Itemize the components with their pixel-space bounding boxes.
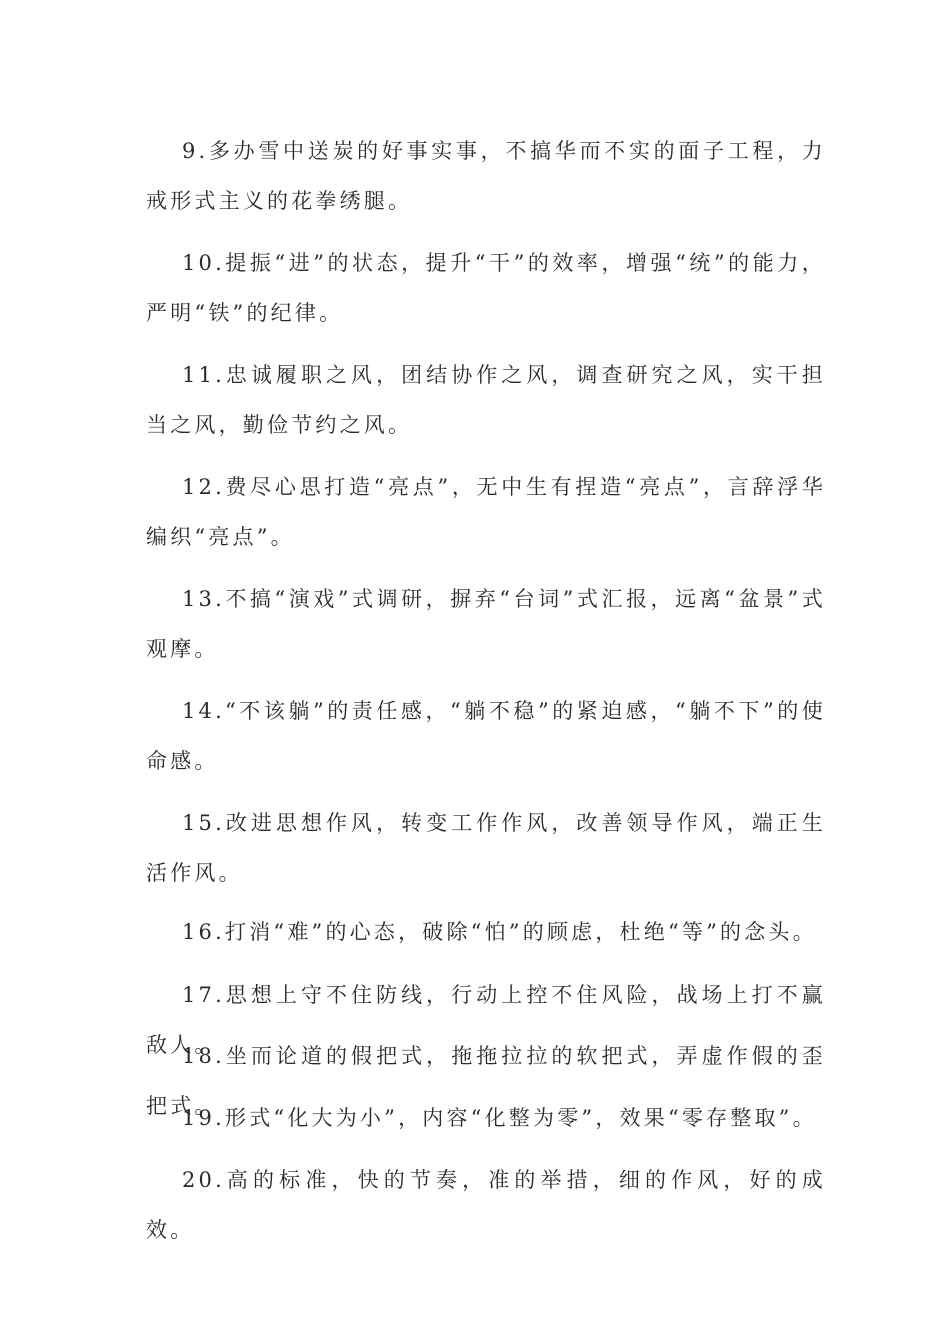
list-item: 13.不搞“演戏”式调研，摒弃“台词”式汇报，远离“盆景”式观摩。 — [146, 587, 826, 661]
list-item: 11.忠诚履职之风，团结协作之风，调查研究之风，实干担当之风，勤俭节约之风。 — [146, 363, 826, 437]
list-item: 9.多办雪中送炭的好事实事，不搞华而不实的面子工程，力戒形式主义的花拳绣腿。 — [146, 139, 826, 213]
list-item: 18.坐而论道的假把式，拖拖拉拉的软把式，弄虚作假的歪把式。 — [146, 1044, 826, 1118]
list-item: 17.思想上守不住防线，行动上控不住风险，战场上打不赢敌人。 — [146, 983, 826, 1057]
list-item: 15.改进思想作风，转变工作作风，改善领导作风，端正生活作风。 — [146, 811, 826, 885]
list-item: 20.高的标准，快的节奏，准的举措，细的作风，好的成效。 — [146, 1168, 826, 1242]
list-item: 19.形式“化大为小”，内容“化整为零”，效果“零存整取”。 — [182, 1106, 817, 1130]
list-item: 12.费尽心思打造“亮点”，无中生有捏造“亮点”，言辞浮华编织“亮点”。 — [146, 475, 826, 549]
list-item: 10.提振“进”的状态，提升“干”的效率，增强“统”的能力，严明“铁”的纪律。 — [146, 251, 826, 325]
list-item: 16.打消“难”的心态，破除“怕”的顾虑，杜绝“等”的念头。 — [182, 920, 817, 944]
list-item: 14.“不该躺”的责任感，“躺不稳”的紧迫感，“躺不下”的使命感。 — [146, 699, 826, 773]
